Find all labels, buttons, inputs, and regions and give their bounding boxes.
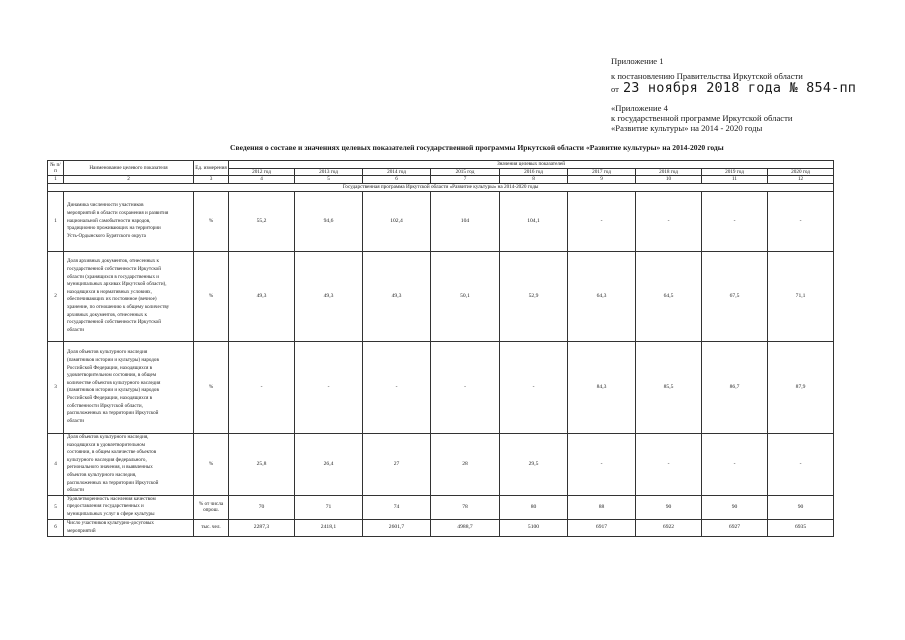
header-year: 2018 год <box>636 169 702 176</box>
value-cell: 28 <box>431 433 500 495</box>
value-cell: - <box>636 433 702 495</box>
row-number: 6 <box>48 519 64 536</box>
value-cell: 6917 <box>568 519 636 536</box>
unit-cell: % <box>194 341 229 433</box>
value-cell: 71,1 <box>768 251 834 341</box>
value-cell: 64,3 <box>568 251 636 341</box>
header-line-6: «Развитие культуры» на 2014 - 2020 годы <box>611 123 763 133</box>
header-line-2: к постановлению Правительства Иркутской области <box>611 71 803 81</box>
indicator-name-line: хранение, по отношению к общему количеству <box>67 303 170 310</box>
value-cell: - <box>636 191 702 251</box>
value-cell: - <box>768 433 834 495</box>
value-cell: 104,1 <box>500 191 568 251</box>
indicators-table <box>47 160 834 537</box>
indicator-name-line: объектов культурного наследия, <box>67 471 137 478</box>
row-number: 1 <box>48 191 64 251</box>
column-number: 2 <box>64 176 194 183</box>
indicator-name-line: Динамика численности участников <box>67 202 144 209</box>
value-cell: - <box>702 191 768 251</box>
header-year: 2016 год <box>500 169 568 176</box>
value-cell: - <box>568 191 636 251</box>
unit-cell: % <box>194 251 229 341</box>
table-row <box>48 251 834 341</box>
row-number: 3 <box>48 341 64 433</box>
indicator-name-line: регионального значения, и выявленных <box>67 464 153 471</box>
row-number: 2 <box>48 251 64 341</box>
indicator-name-line: расположенных на территории Иркутской <box>67 410 159 417</box>
value-cell: 102,4 <box>363 191 431 251</box>
indicator-name-line: муниципальных услуг в сфере культуры <box>67 511 155 517</box>
value-cell: 84,3 <box>568 341 636 433</box>
value-cell: 55,2 <box>229 191 295 251</box>
header-year: 2020 год <box>768 169 834 176</box>
indicator-name-line: области <box>67 417 85 424</box>
indicator-name-line: (памятников истории и культуры) народов <box>67 356 159 363</box>
value-cell: 70 <box>229 495 295 519</box>
row-number: 4 <box>48 433 64 495</box>
indicator-name-line: национальной самобытности народов, <box>67 217 151 224</box>
value-cell: 64,5 <box>636 251 702 341</box>
column-number: 5 <box>295 176 363 183</box>
column-number: 6 <box>363 176 431 183</box>
value-cell: 85,5 <box>636 341 702 433</box>
indicator-name-line: собственности Иркутской области, <box>67 402 143 409</box>
value-cell: 88 <box>568 495 636 519</box>
value-cell: 6927 <box>702 519 768 536</box>
value-cell: 78 <box>431 495 500 519</box>
header-year: 2017 год <box>568 169 636 176</box>
indicator-name-line: мероприятий в области сохранения и развития <box>67 209 169 216</box>
indicator-name-line: области (хранящихся в государственных и <box>67 273 160 280</box>
value-cell: 26,4 <box>295 433 363 495</box>
header-num: № п/п <box>48 161 64 176</box>
indicator-name-line: (памятников истории и культуры) народов <box>67 387 159 394</box>
indicator-name-line: муниципальных архивах Иркутской области), <box>67 281 167 288</box>
header-line-4: «Приложение 4 <box>611 103 668 113</box>
value-cell: 71 <box>295 495 363 519</box>
table-row <box>48 191 834 251</box>
table-row <box>48 433 834 495</box>
value-cell: 90 <box>702 495 768 519</box>
table-row <box>48 341 834 433</box>
value-cell: - <box>568 433 636 495</box>
column-number: 10 <box>636 176 702 183</box>
indicator-name-line: состоянии, в общем количестве объектов <box>67 449 157 456</box>
header-line-5: к государственной программе Иркутской области <box>611 113 793 123</box>
value-cell: - <box>500 341 568 433</box>
value-cell: 6935 <box>768 519 834 536</box>
column-number: 11 <box>702 176 768 183</box>
value-cell: 86,7 <box>702 341 768 433</box>
header-values-group: Значения целевых показателей <box>229 161 834 169</box>
value-cell: 27 <box>363 433 431 495</box>
indicator-name-line: культурного наследия федерального, <box>67 456 147 463</box>
indicator-name-line: Доля объектов культурного наследия <box>67 349 148 356</box>
indicator-name-line: Удовлетворенность населения качеством <box>67 495 156 502</box>
header-year: 2019 год <box>702 169 768 176</box>
document-title: Сведения о составе и значениях целевых показателей государственной программы Иркутской области «Развитие культуры» на 2014-2020 годы <box>230 143 724 152</box>
indicator-name <box>64 191 194 251</box>
indicator-name-line: Российской Федерации, находящихся в <box>67 364 152 371</box>
column-number: 3 <box>194 176 229 183</box>
column-number: 7 <box>431 176 500 183</box>
column-number: 8 <box>500 176 568 183</box>
indicator-name-line: области <box>67 326 85 333</box>
value-cell: 49,3 <box>363 251 431 341</box>
unit-cell: % <box>194 191 229 251</box>
row-number: 5 <box>48 495 64 519</box>
header-year: 2014 год <box>363 169 431 176</box>
indicator-name <box>64 495 194 519</box>
indicator-name-line: обеспечивающих их постоянное (вечное) <box>67 296 157 303</box>
header-name: Наименование целевого показателя <box>64 161 194 176</box>
header-year: 2015 год <box>431 169 500 176</box>
value-cell: 80 <box>500 495 568 519</box>
value-cell: 6922 <box>636 519 702 536</box>
value-cell: 90 <box>768 495 834 519</box>
column-number: 12 <box>768 176 834 183</box>
value-cell: - <box>363 341 431 433</box>
indicator-name-line: расположенных на территории Иркутской <box>67 479 159 486</box>
value-cell: 67,5 <box>702 251 768 341</box>
indicator-name <box>64 251 194 341</box>
indicator-name-line: находящихся в нормативных условиях, <box>67 288 152 295</box>
value-cell: 4988,7 <box>431 519 500 536</box>
unit-cell: тыс. чел. <box>194 519 229 536</box>
indicator-name-line: области <box>67 487 85 494</box>
value-cell: 50,1 <box>431 251 500 341</box>
indicator-name-line: традиционно проживающих на территории <box>67 225 161 232</box>
indicator-name-line: Российской Федерации, находящихся в <box>67 394 152 401</box>
value-cell: 25,8 <box>229 433 295 495</box>
indicator-name-line: государственной собственности Иркутской <box>67 319 161 326</box>
indicator-name-line: мероприятий <box>67 527 96 534</box>
indicator-name-line: Доля архивных документов, отнесенных к <box>67 258 160 265</box>
column-number: 1 <box>48 176 64 183</box>
header-year: 2012 год <box>229 169 295 176</box>
column-number: 4 <box>229 176 295 183</box>
value-cell: 74 <box>363 495 431 519</box>
value-cell: 90 <box>636 495 702 519</box>
header-year: 2013 год <box>295 169 363 176</box>
value-cell: - <box>702 433 768 495</box>
column-number: 9 <box>568 176 636 183</box>
value-cell: - <box>431 341 500 433</box>
value-cell: 2601,7 <box>363 519 431 536</box>
value-cell: 87,9 <box>768 341 834 433</box>
section-title: Государственная программа Иркутской области «Развитие культуры» на 2014-2020 годы <box>48 183 834 191</box>
table-row <box>48 495 834 519</box>
indicator-name-line: находящихся в удовлетворительном <box>67 441 145 448</box>
header-date-line <box>611 79 856 97</box>
value-cell: 49,3 <box>295 251 363 341</box>
value-cell: 49,3 <box>229 251 295 341</box>
header-line-1: Приложение 1 <box>611 56 664 66</box>
indicator-name-line: государственной собственности Иркутской <box>67 265 161 272</box>
indicator-name <box>64 433 194 495</box>
value-cell: - <box>229 341 295 433</box>
header-date-value: 23 ноября 2018 года № 854-пп <box>622 80 857 96</box>
indicator-name-line: количестве объектов культурного наследия <box>67 379 161 386</box>
indicator-name-line: Число участников культурно-досуговых <box>67 520 154 526</box>
value-cell: 5100 <box>500 519 568 536</box>
indicator-name-line: предоставления государственных и <box>67 503 144 510</box>
value-cell: 29,5 <box>500 433 568 495</box>
value-cell: - <box>295 341 363 433</box>
indicator-name-line: Доля объектов культурного наследия, <box>67 433 149 440</box>
value-cell: - <box>768 191 834 251</box>
header-date-prefix: от <box>611 84 619 94</box>
unit-cell: % <box>194 433 229 495</box>
indicator-name <box>64 519 194 536</box>
table-row <box>48 519 834 536</box>
indicator-name-line: Усть-Ордынского Бурятского округа <box>67 232 146 239</box>
header-unit: Ед. измерения <box>194 161 229 176</box>
indicator-name-line: удовлетворительном состоянии, в общем <box>67 372 157 379</box>
value-cell: 104 <box>431 191 500 251</box>
value-cell: 2418,1 <box>295 519 363 536</box>
indicator-name-line: архивных документов, отнесенных к <box>67 311 147 318</box>
value-cell: 52,9 <box>500 251 568 341</box>
indicator-name <box>64 341 194 433</box>
value-cell: 94,6 <box>295 191 363 251</box>
value-cell: 2287,3 <box>229 519 295 536</box>
unit-cell: % от числа опрош. <box>194 495 229 519</box>
